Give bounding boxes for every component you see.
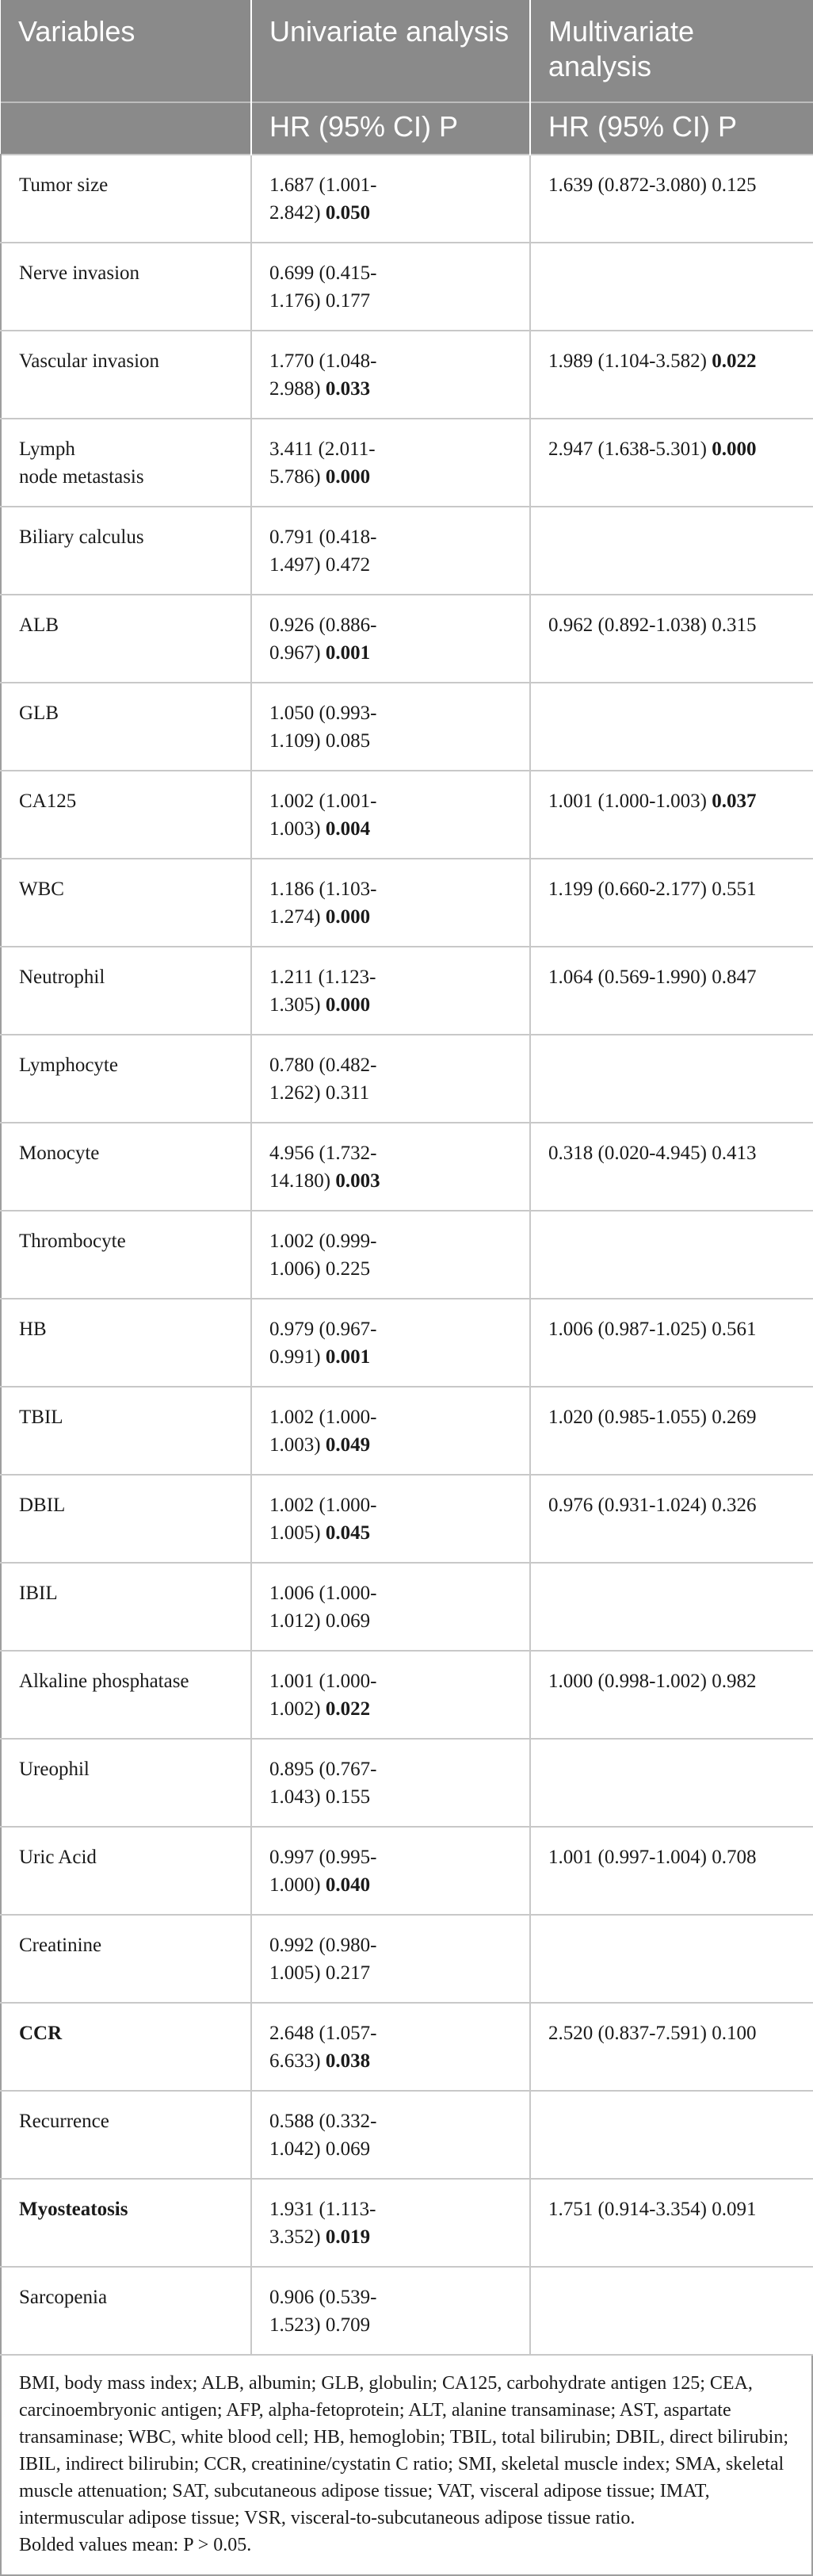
- table-row: [1, 1827, 813, 1915]
- univariate-hr-ci-start: 1.002 (1.001-: [269, 790, 377, 812]
- cell-univariate: [251, 331, 530, 419]
- cell-variable: [1, 2267, 251, 2355]
- table-row: [1, 331, 813, 419]
- variable-name: CA125: [19, 790, 77, 812]
- multivariate-p-value: 0.022: [712, 350, 757, 372]
- table-row: [1, 947, 813, 1035]
- cell-univariate: [251, 683, 530, 771]
- subheader-multivariate: HR (95% CI) P: [530, 102, 813, 155]
- cell-univariate: [251, 1299, 530, 1387]
- univariate-hr-ci-start: 1.770 (1.048-: [269, 350, 377, 372]
- variable-name: Biliary calculus: [19, 526, 144, 548]
- variable-name: Creatinine: [19, 1935, 102, 1956]
- cell-variable: [1, 1475, 251, 1563]
- univariate-hr-ci-start: 1.186 (1.103-: [269, 878, 377, 900]
- univariate-hr-ci-start: 0.699 (0.415-: [269, 262, 377, 284]
- cell-multivariate: [530, 1651, 813, 1739]
- cell-univariate: [251, 947, 530, 1035]
- univariate-hr-ci-start: 0.906 (0.539-: [269, 2287, 377, 2308]
- univariate-hr-ci-start: 1.687 (1.001-: [269, 174, 377, 196]
- cell-univariate: [251, 2091, 530, 2179]
- univariate-hr-ci-end: 1.305): [269, 994, 321, 1016]
- table-row: [1, 1299, 813, 1387]
- variable-name: Lymphocyte: [19, 1055, 118, 1076]
- variable-name: CCR: [19, 2023, 63, 2044]
- table-row: [1, 2003, 813, 2091]
- univariate-hr-ci-end: 1.012): [269, 1610, 321, 1632]
- cell-multivariate: [530, 507, 813, 595]
- table-header: [1, 0, 813, 155]
- cell-univariate: [251, 595, 530, 683]
- multivariate-hr-ci: 2.947 (1.638-5.301): [548, 438, 707, 460]
- univariate-hr-ci-end: 6.633): [269, 2050, 321, 2072]
- cell-univariate: [251, 771, 530, 859]
- footnote-bold-note: Bolded values mean: P > 0.05.: [19, 2535, 252, 2555]
- univariate-p-value: 0.069: [325, 2138, 371, 2160]
- cell-multivariate: [530, 331, 813, 419]
- multivariate-p-value: 0.037: [712, 790, 757, 812]
- cell-variable: [1, 1035, 251, 1123]
- univariate-hr-ci-end: 1.274): [269, 906, 321, 928]
- cell-variable: [1, 595, 251, 683]
- multivariate-hr-ci: 1.751 (0.914-3.354): [548, 2199, 707, 2220]
- cell-multivariate: [530, 1915, 813, 2003]
- cell-multivariate: [530, 1475, 813, 1563]
- cell-variable: [1, 947, 251, 1035]
- variable-name: DBIL: [19, 1495, 66, 1516]
- univariate-hr-ci-start: 4.956 (1.732-: [269, 1143, 377, 1164]
- cell-variable: [1, 1651, 251, 1739]
- table-row: [1, 419, 813, 507]
- univariate-hr-ci-start: 1.006 (1.000-: [269, 1583, 377, 1604]
- cell-multivariate: [530, 1739, 813, 1827]
- cell-univariate: [251, 2179, 530, 2267]
- subheader-univariate: HR (95% CI) P: [251, 102, 530, 155]
- variable-name: ALB: [19, 614, 59, 636]
- univariate-hr-ci-end: 0.991): [269, 1346, 321, 1368]
- variable-name: Thrombocyte: [19, 1231, 126, 1252]
- table-row: [1, 1035, 813, 1123]
- univariate-hr-ci-start: 3.411 (2.011-: [269, 438, 376, 460]
- cell-variable: [1, 2179, 251, 2267]
- multivariate-p-value: 0.091: [712, 2199, 757, 2220]
- table-row: [1, 1915, 813, 2003]
- cell-univariate: [251, 1475, 530, 1563]
- cell-multivariate: [530, 155, 813, 243]
- header-multivariate: Multivariate analysis: [530, 0, 813, 102]
- table-row: [1, 2091, 813, 2179]
- multivariate-p-value: 0.847: [712, 966, 757, 988]
- table-footnote: [0, 2356, 813, 2576]
- variable-name: Neutrophil: [19, 966, 105, 988]
- cell-univariate: [251, 1123, 530, 1211]
- univariate-hr-ci-start: 0.588 (0.332-: [269, 2111, 377, 2132]
- univariate-p-value: 0.001: [325, 1346, 371, 1368]
- univariate-p-value: 0.000: [325, 466, 371, 488]
- univariate-hr-ci-start: 0.780 (0.482-: [269, 1055, 377, 1076]
- variable-name: Uric Acid: [19, 1847, 97, 1868]
- univariate-p-value: 0.050: [325, 202, 371, 224]
- multivariate-hr-ci: 1.001 (0.997-1.004): [548, 1847, 707, 1868]
- multivariate-hr-ci: 0.318 (0.020-4.945): [548, 1143, 707, 1164]
- variable-name: HB: [19, 1319, 47, 1340]
- univariate-p-value: 0.085: [325, 730, 371, 752]
- cell-variable: [1, 1299, 251, 1387]
- cell-variable: [1, 771, 251, 859]
- cell-multivariate: [530, 1827, 813, 1915]
- cell-multivariate: [530, 1563, 813, 1651]
- table-row: [1, 771, 813, 859]
- univariate-hr-ci-start: 2.648 (1.057-: [269, 2023, 377, 2044]
- cell-variable: [1, 2003, 251, 2091]
- cell-multivariate: [530, 2003, 813, 2091]
- univariate-p-value: 0.049: [325, 1434, 371, 1456]
- univariate-p-value: 0.311: [325, 1082, 370, 1104]
- univariate-p-value: 0.045: [325, 1522, 371, 1544]
- variable-name: Sarcopenia: [19, 2287, 108, 2308]
- multivariate-p-value: 0.100: [712, 2023, 757, 2044]
- multivariate-p-value: 0.125: [712, 174, 757, 196]
- cell-univariate: [251, 1387, 530, 1475]
- univariate-hr-ci-start: 1.001 (1.000-: [269, 1671, 377, 1692]
- multivariate-hr-ci: 1.001 (1.000-1.003): [548, 790, 707, 812]
- cell-univariate: [251, 2267, 530, 2355]
- univariate-hr-ci-end: 1.005): [269, 1962, 321, 1984]
- univariate-p-value: 0.033: [325, 378, 371, 400]
- variable-name: Nerve invasion: [19, 262, 140, 284]
- multivariate-p-value: 0.269: [712, 1407, 757, 1428]
- multivariate-p-value: 0.326: [712, 1495, 757, 1516]
- cell-multivariate: [530, 595, 813, 683]
- univariate-hr-ci-end: 2.988): [269, 378, 321, 400]
- multivariate-hr-ci: 0.976 (0.931-1.024): [548, 1495, 707, 1516]
- univariate-hr-ci-end: 1.497): [269, 554, 321, 576]
- cell-variable: [1, 859, 251, 947]
- univariate-hr-ci-end: 1.043): [269, 1786, 321, 1808]
- header-univariate: Univariate analysis: [251, 0, 530, 102]
- univariate-hr-ci-end: 1.002): [269, 1698, 321, 1720]
- table-row: [1, 507, 813, 595]
- variable-name: Vascular invasion: [19, 350, 160, 372]
- univariate-hr-ci-start: 0.895 (0.767-: [269, 1759, 377, 1780]
- cell-multivariate: [530, 2267, 813, 2355]
- univariate-hr-ci-start: 0.992 (0.980-: [269, 1935, 377, 1956]
- cell-univariate: [251, 2003, 530, 2091]
- univariate-hr-ci-end: 1.042): [269, 2138, 321, 2160]
- table-body: [1, 155, 813, 2355]
- univariate-hr-ci-end: 1.003): [269, 818, 321, 840]
- cell-variable: [1, 1915, 251, 2003]
- table-row: [1, 243, 813, 331]
- cell-univariate: [251, 1035, 530, 1123]
- univariate-p-value: 0.000: [325, 994, 371, 1016]
- univariate-p-value: 0.709: [325, 2314, 371, 2336]
- cell-multivariate: [530, 2179, 813, 2267]
- multivariate-hr-ci: 0.962 (0.892-1.038): [548, 614, 707, 636]
- cell-variable: [1, 419, 251, 507]
- univariate-p-value: 0.217: [325, 1962, 371, 1984]
- univariate-hr-ci-end: 1.176): [269, 290, 321, 312]
- cell-multivariate: [530, 1299, 813, 1387]
- variable-name: Lymph node metastasis: [19, 438, 144, 488]
- table-row: [1, 2267, 813, 2355]
- cell-univariate: [251, 243, 530, 331]
- univariate-p-value: 0.069: [325, 1610, 371, 1632]
- cell-variable: [1, 155, 251, 243]
- univariate-p-value: 0.177: [325, 290, 371, 312]
- variable-name: Monocyte: [19, 1143, 100, 1164]
- univariate-hr-ci-start: 1.002 (1.000-: [269, 1495, 377, 1516]
- table-row: [1, 2179, 813, 2267]
- univariate-hr-ci-end: 5.786): [269, 466, 321, 488]
- table-row: [1, 859, 813, 947]
- univariate-hr-ci-end: 1.000): [269, 1874, 321, 1896]
- cell-univariate: [251, 155, 530, 243]
- multivariate-p-value: 0.551: [712, 878, 757, 900]
- univariate-hr-ci-end: 0.967): [269, 642, 321, 664]
- table-row: [1, 683, 813, 771]
- table-row: [1, 1739, 813, 1827]
- univariate-hr-ci-end: 1.005): [269, 1522, 321, 1544]
- univariate-hr-ci-start: 0.979 (0.967-: [269, 1319, 377, 1340]
- cell-multivariate: [530, 1211, 813, 1299]
- variable-name: Recurrence: [19, 2111, 109, 2132]
- univariate-hr-ci-end: 1.262): [269, 1082, 321, 1104]
- univariate-p-value: 0.022: [325, 1698, 371, 1720]
- univariate-hr-ci-start: 1.050 (0.993-: [269, 702, 377, 724]
- univariate-hr-ci-start: 0.926 (0.886-: [269, 614, 377, 636]
- univariate-hr-ci-end: 1.006): [269, 1258, 321, 1280]
- multivariate-hr-ci: 1.000 (0.998-1.002): [548, 1671, 707, 1692]
- univariate-hr-ci-start: 0.791 (0.418-: [269, 526, 377, 548]
- table-row: [1, 155, 813, 243]
- multivariate-hr-ci: 1.006 (0.987-1.025): [548, 1319, 707, 1340]
- table-row: [1, 1387, 813, 1475]
- cell-variable: [1, 2091, 251, 2179]
- table-row: [1, 1651, 813, 1739]
- univariate-hr-ci-end: 3.352): [269, 2226, 321, 2248]
- multivariate-hr-ci: 1.020 (0.985-1.055): [548, 1407, 707, 1428]
- cell-univariate: [251, 859, 530, 947]
- footnote-abbreviations: BMI, body mass index; ALB, albumin; GLB, globulin; CA125, carbohydrate antigen 125; CEA, carcinoembryonic antigen; AFP, alpha-fetoprotein; ALT, alanine transaminase; AST, aspartate transaminase; WBC, white blood cell; HB, hemoglobin; TBIL, total bilirubin; DBIL, direct bilirubin; IBIL, indirect bilirubin; CCR, creatinine/cystatin C ratio; SMI, skeletal muscle index; SMA, skeletal muscle attenuation; SAT, subcutaneous adipose tissue; VAT, visceral adipose tissue; IMAT, intermuscular adipose tissue; VSR, visceral-to-subcutaneous adipose tissue ratio.: [19, 2373, 788, 2528]
- cell-multivariate: [530, 1035, 813, 1123]
- cell-multivariate: [530, 1387, 813, 1475]
- univariate-p-value: 0.225: [325, 1258, 371, 1280]
- variable-name: WBC: [19, 878, 64, 900]
- variable-name: Ureophil: [19, 1759, 90, 1780]
- multivariate-p-value: 0.708: [712, 1847, 757, 1868]
- cell-univariate: [251, 1739, 530, 1827]
- univariate-p-value: 0.001: [325, 642, 371, 664]
- univariate-hr-ci-end: 1.003): [269, 1434, 321, 1456]
- cell-multivariate: [530, 683, 813, 771]
- variable-name: Tumor size: [19, 174, 109, 196]
- univariate-hr-ci-start: 1.002 (1.000-: [269, 1407, 377, 1428]
- univariate-p-value: 0.003: [335, 1170, 380, 1192]
- cell-variable: [1, 331, 251, 419]
- cell-multivariate: [530, 2091, 813, 2179]
- cell-univariate: [251, 1827, 530, 1915]
- univariate-hr-ci-end: 14.180): [269, 1170, 331, 1192]
- univariate-p-value: 0.472: [325, 554, 371, 576]
- univariate-hr-ci-start: 1.002 (0.999-: [269, 1231, 377, 1252]
- multivariate-p-value: 0.413: [712, 1143, 757, 1164]
- univariate-hr-ci-end: 2.842): [269, 202, 321, 224]
- cell-univariate: [251, 1211, 530, 1299]
- cell-variable: [1, 1387, 251, 1475]
- univariate-p-value: 0.000: [325, 906, 371, 928]
- variable-name: Alkaline phosphatase: [19, 1671, 189, 1692]
- cell-variable: [1, 1211, 251, 1299]
- multivariate-hr-ci: 2.520 (0.837-7.591): [548, 2023, 707, 2044]
- cell-variable: [1, 1739, 251, 1827]
- multivariate-hr-ci: 1.064 (0.569-1.990): [548, 966, 707, 988]
- univariate-hr-ci-start: 0.997 (0.995-: [269, 1847, 377, 1868]
- multivariate-hr-ci: 1.989 (1.104-3.582): [548, 350, 707, 372]
- multivariate-p-value: 0.561: [712, 1319, 757, 1340]
- univariate-p-value: 0.155: [325, 1786, 371, 1808]
- multivariate-p-value: 0.982: [712, 1671, 757, 1692]
- cell-variable: [1, 1123, 251, 1211]
- cell-multivariate: [530, 859, 813, 947]
- table-row: [1, 1211, 813, 1299]
- univariate-p-value: 0.040: [325, 1874, 371, 1896]
- table-row: [1, 595, 813, 683]
- univariate-p-value: 0.004: [325, 818, 371, 840]
- cell-variable: [1, 683, 251, 771]
- header-variables: Variables: [1, 0, 251, 102]
- variable-name: TBIL: [19, 1407, 63, 1428]
- cell-univariate: [251, 419, 530, 507]
- cell-multivariate: [530, 419, 813, 507]
- table-row: [1, 1475, 813, 1563]
- cell-multivariate: [530, 1123, 813, 1211]
- cell-variable: [1, 507, 251, 595]
- variable-name: IBIL: [19, 1583, 58, 1604]
- cell-multivariate: [530, 243, 813, 331]
- header-blank: [1, 102, 251, 155]
- table-row: [1, 1563, 813, 1651]
- variable-name: GLB: [19, 702, 59, 724]
- univariate-hr-ci-end: 1.109): [269, 730, 321, 752]
- cell-univariate: [251, 1563, 530, 1651]
- multivariate-hr-ci: 1.199 (0.660-2.177): [548, 878, 707, 900]
- cell-univariate: [251, 1915, 530, 2003]
- cell-multivariate: [530, 947, 813, 1035]
- univariate-p-value: 0.019: [325, 2226, 371, 2248]
- univariate-p-value: 0.038: [325, 2050, 371, 2072]
- univariate-hr-ci-start: 1.211 (1.123-: [269, 966, 376, 988]
- cell-variable: [1, 1563, 251, 1651]
- multivariate-hr-ci: 1.639 (0.872-3.080): [548, 174, 707, 196]
- cell-variable: [1, 243, 251, 331]
- table-row: [1, 1123, 813, 1211]
- cell-univariate: [251, 1651, 530, 1739]
- multivariate-p-value: 0.000: [712, 438, 757, 460]
- multivariate-p-value: 0.315: [712, 614, 757, 636]
- variable-name: Myosteatosis: [19, 2199, 128, 2220]
- cell-univariate: [251, 507, 530, 595]
- cell-variable: [1, 1827, 251, 1915]
- cell-multivariate: [530, 771, 813, 859]
- univariate-hr-ci-start: 1.931 (1.113-: [269, 2199, 376, 2220]
- univariate-hr-ci-end: 1.523): [269, 2314, 321, 2336]
